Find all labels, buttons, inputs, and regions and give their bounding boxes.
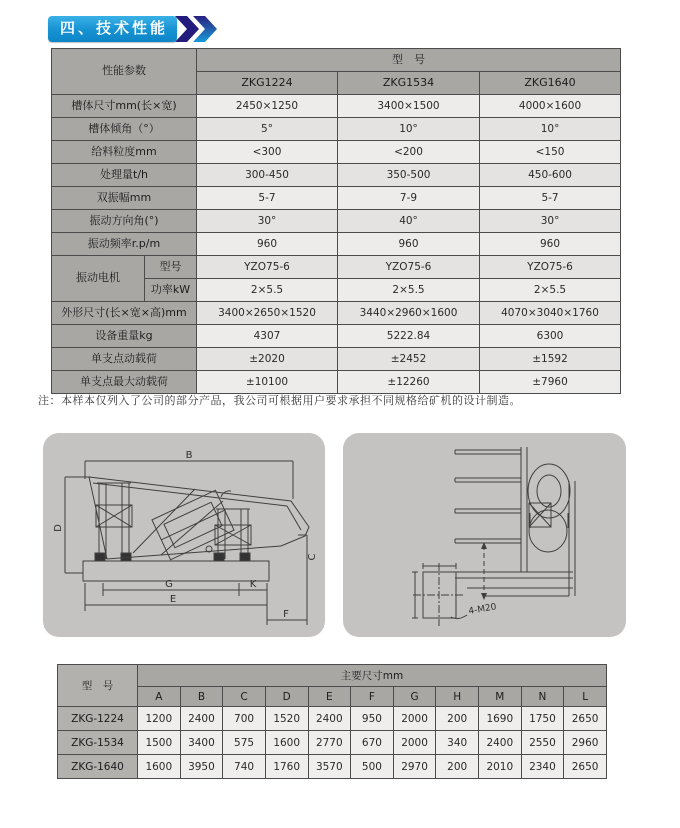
dim-label-e: E	[169, 594, 177, 605]
spec-cell: <150	[480, 141, 621, 164]
spec-row	[52, 348, 621, 371]
dims-cell: 500	[351, 755, 394, 779]
dim-label-c: C	[307, 553, 318, 561]
spec-cell: 2×5.5	[197, 279, 338, 302]
spec-cell: ±1592	[480, 348, 621, 371]
spec-cell: 10°	[338, 118, 480, 141]
spec-cell: ±7960	[480, 371, 621, 394]
spec-row-label: 槽体尺寸mm(长×宽)	[52, 95, 197, 118]
spec-cell: 450-600	[480, 164, 621, 187]
dims-cell: 2650	[564, 755, 607, 779]
spec-row-label: 设备重量kg	[52, 325, 197, 348]
dims-cell: 2400	[180, 707, 223, 731]
spec-row	[52, 371, 621, 394]
dims-col-header: G	[393, 687, 436, 707]
dims-cell: 3950	[180, 755, 223, 779]
spec-cell: <300	[197, 141, 338, 164]
double-chevron-icon	[174, 16, 220, 42]
spec-row	[52, 141, 621, 164]
drawing-side-view	[43, 433, 325, 637]
spec-cell: 3440×2960×1600	[338, 302, 480, 325]
spec-cell: 3400×1500	[338, 95, 480, 118]
dims-cell: 2400	[308, 707, 351, 731]
spec-row-label: 单支点动载荷	[52, 348, 197, 371]
spec-row	[52, 164, 621, 187]
spec-group-header: 型 号	[197, 49, 621, 72]
dims-col-header: B	[180, 687, 223, 707]
spec-cell: 300-450	[197, 164, 338, 187]
spec-cell: 2450×1250	[197, 95, 338, 118]
dim-label-d: D	[53, 524, 64, 532]
dims-cell: 1760	[265, 755, 308, 779]
dims-col-header: F	[351, 687, 394, 707]
dims-model-cell: ZKG-1534	[58, 731, 138, 755]
dims-cell: 2970	[393, 755, 436, 779]
dim-label-g: G	[165, 579, 173, 590]
spec-row-label: 槽体倾角（°）	[52, 118, 197, 141]
dims-row	[58, 731, 607, 755]
spec-cell: YZO75-6	[338, 256, 480, 279]
spec-cell: ±12260	[338, 371, 480, 394]
spec-cell: 960	[480, 233, 621, 256]
dims-cell: 1520	[265, 707, 308, 731]
spec-cell: 3400×2650×1520	[197, 302, 338, 325]
dim-label-k: K	[249, 579, 257, 590]
spec-cell: 960	[197, 233, 338, 256]
spec-cell: <200	[338, 141, 480, 164]
spec-row	[52, 95, 621, 118]
dims-col-header: N	[521, 687, 564, 707]
side-view-line-art	[43, 433, 325, 637]
dims-col-header: A	[138, 687, 181, 707]
spec-cell: 6300	[480, 325, 621, 348]
spec-cell: 5222.84	[338, 325, 480, 348]
spec-cell: 10°	[480, 118, 621, 141]
spec-cell: 30°	[197, 210, 338, 233]
dims-cell: 670	[351, 731, 394, 755]
dims-col-header: E	[308, 687, 351, 707]
dims-cell: 2010	[479, 755, 522, 779]
spec-row	[52, 256, 621, 279]
dims-cell: 2650	[564, 707, 607, 731]
spec-cell: YZO75-6	[197, 256, 338, 279]
dims-model-cell: ZKG-1224	[58, 707, 138, 731]
spec-cell: 2×5.5	[480, 279, 621, 302]
dims-cell: 2550	[521, 731, 564, 755]
spec-row-label: 给料粒度mm	[52, 141, 197, 164]
dims-cell: 1600	[265, 731, 308, 755]
spec-cell: ±2452	[338, 348, 480, 371]
spec-cell: 40°	[338, 210, 480, 233]
spec-cell: 960	[338, 233, 480, 256]
spec-cell: 5-7	[480, 187, 621, 210]
spec-cell: 7-9	[338, 187, 480, 210]
spec-model-header: ZKG1640	[480, 72, 621, 95]
spec-cell: 4307	[197, 325, 338, 348]
spec-cell: 30°	[480, 210, 621, 233]
spec-cell: 2×5.5	[338, 279, 480, 302]
dims-cell: 200	[436, 707, 479, 731]
spec-cell: 5°	[197, 118, 338, 141]
spec-row-label: 外形尺寸(长×宽×高)mm	[52, 302, 197, 325]
spec-corner-header: 性能参数	[52, 49, 197, 95]
dims-group-header: 主要尺寸mm	[138, 665, 607, 687]
dims-col-header: H	[436, 687, 479, 707]
spec-cell: YZO75-6	[480, 256, 621, 279]
dims-cell: 1500	[138, 731, 181, 755]
dims-cell: 950	[351, 707, 394, 731]
dims-cell: 1200	[138, 707, 181, 731]
spec-cell: 4070×3040×1760	[480, 302, 621, 325]
spec-row-label: 振动方向角(°)	[52, 210, 197, 233]
dims-col-header: L	[564, 687, 607, 707]
spec-cell: ±10100	[197, 371, 338, 394]
dims-model-cell: ZKG-1640	[58, 755, 138, 779]
dims-cell: 2960	[564, 731, 607, 755]
spec-model-header: ZKG1224	[197, 72, 338, 95]
spec-row	[52, 302, 621, 325]
dims-cell: 1600	[138, 755, 181, 779]
spec-motor-label: 振动电机	[52, 256, 145, 302]
section-title: 四、技术性能	[48, 16, 177, 42]
dims-row	[58, 707, 607, 731]
spec-row	[52, 118, 621, 141]
dims-cell: 200	[436, 755, 479, 779]
dims-cell: 3400	[180, 731, 223, 755]
spec-cell: 350-500	[338, 164, 480, 187]
spec-cell: 5-7	[197, 187, 338, 210]
spec-row-label: 单支点最大动载荷	[52, 371, 197, 394]
spec-row-label: 处理量t/h	[52, 164, 197, 187]
spec-row	[52, 325, 621, 348]
spec-row-label: 双振幅mm	[52, 187, 197, 210]
dims-cell: 2000	[393, 707, 436, 731]
dims-cell: 2770	[308, 731, 351, 755]
spec-row-label: 振动频率r.p/m	[52, 233, 197, 256]
dims-cell: 575	[223, 731, 266, 755]
spec-model-header: ZKG1534	[338, 72, 480, 95]
spec-motor-sub-label: 型号	[145, 256, 197, 279]
section-banner	[48, 16, 220, 42]
dims-model-header: 型 号	[58, 665, 138, 707]
dims-cell: 2000	[393, 731, 436, 755]
dims-cell: 740	[223, 755, 266, 779]
dims-row	[58, 755, 607, 779]
dim-label-b: B	[185, 450, 193, 461]
spec-row	[52, 233, 621, 256]
dims-col-header: C	[223, 687, 266, 707]
dimensions-table	[57, 664, 607, 779]
spec-row	[52, 187, 621, 210]
dims-cell: 1750	[521, 707, 564, 731]
dims-cell: 700	[223, 707, 266, 731]
spec-cell: ±2020	[197, 348, 338, 371]
spec-table	[51, 48, 621, 394]
spec-motor-sub-label: 功率kW	[145, 279, 197, 302]
dims-col-header: M	[479, 687, 522, 707]
drawing-end-view	[343, 433, 626, 637]
end-view-line-art	[343, 433, 626, 637]
dims-cell: 340	[436, 731, 479, 755]
dims-col-header: D	[265, 687, 308, 707]
dims-cell: 2400	[479, 731, 522, 755]
dim-label-f: F	[283, 609, 289, 620]
dims-cell: 3570	[308, 755, 351, 779]
dims-cell: 2340	[521, 755, 564, 779]
dims-cell: 1690	[479, 707, 522, 731]
detail-label-4-m20: 4-M20	[467, 602, 498, 617]
spec-row	[52, 210, 621, 233]
spec-cell: 4000×1600	[480, 95, 621, 118]
note-text: 注：本样本仅列入了公司的部分产品，我公司可根据用户要求承担不同规格给矿机的设计制造。	[38, 394, 521, 407]
